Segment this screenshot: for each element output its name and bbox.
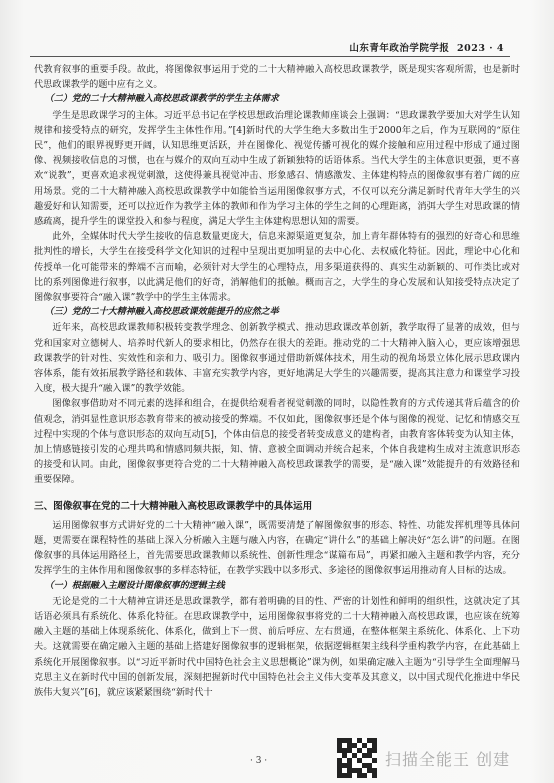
header-rule [30, 56, 510, 57]
paragraph-1: 代教育叙事的重要手段。故此，将图像叙事运用于党的二十大精神融入高校思政课教学，既是现实客观所需，也是新时代思政课教学的题中应有之义。 [34, 64, 520, 91]
qr-code-icon [337, 738, 377, 778]
article-body [34, 62, 520, 700]
issue-number: 2023 · 4 [457, 43, 504, 54]
paragraph-7: 无论是党的二十大精神宣讲还是思政课教学，都有着明确的目的性、严密的计划性和鲜明的组织性，这就决定了其话语必须具有系统化、体系化特征。在思政课教学中，运用图像叙事将党的二十大精神融入高校思政课，也应该在统筹融入主题的基础上体现系统化、体系化，做到上下一贯、前后呼应、左右贯通，在整体框架主系统化、体系化、上下功夫。这就需要在确定融入主题的基础上搭建好图像叙事的逻辑框架，依据逻辑框架主线科学重构教学内容，在此基础上系统化开展图像叙事。以“习近平新时代中国特色社会主义思想概论”课为例，如果确定融入主题为“引导学生全面理解马克思主义在新时代中国的创新发展，深刻把握新时代中国特色社会主义伟大变革及其意义，以中国式现代化推进中华民族伟大复兴”[6]，就应该紧紧围绕“新时代十 [34, 595, 520, 698]
page-number: · 3 · [250, 756, 268, 766]
paragraph-2: 学生是思政课学习的主体。习近平总书记在学校思想政治理论课教师座谈会上强调：“思政课教学要加大对学生认知规律和接受特点的研究，发挥学生主体性作用。”[4]新时代的大学生绝大多数出生于2000年之后，作为互联网的“原住民”，他们的眼界视野更开阔，认知思维更活跃，并在图像化、视觉传播可视化的媒介接触和应用过程中形成了通过图像、视频接收信息的习惯，也在与媒介的双向互动中生成了新颖独特的话语体系。当代大学生的主体意识更强，更不喜欢“说教”，更喜欢追求视觉刺激，这使得兼具视觉冲击、形象感召、情感激发、主体建构特点的图像叙事有着广阔的应用场景。党的二十大精神融入高校思政课教学中如能恰当运用图像叙事方式，不仅可以充分满足新时代青年大学生的兴趣爱好和认知需要，还可以拉近作为教学主体的教师和作为学习主体的学生之间的心理距离，消弭大学生对思政课的情感疏离，提升学生的课堂投入和参与程度，满足大学生主体建构思想认知的需要。 [34, 109, 520, 228]
subsection-heading-3: （三）党的二十大精神融入高校思政课效能提升的应然之举 [44, 307, 279, 318]
running-header [349, 40, 504, 54]
journal-name: 山东青年政治学院学报 [349, 43, 450, 54]
subsection-heading-2: （二）党的二十大精神融入高校思政课教学的学生主体需求 [44, 94, 279, 105]
watermark-text: 扫描全能王 创建 [385, 749, 511, 769]
subsection-heading-1b: （一）根据融入主题设计图像叙事的逻辑主线 [44, 580, 225, 591]
section-heading-3: 三、图像叙事在党的二十大精神融入高校思政课教学中的具体运用 [34, 500, 313, 512]
paragraph-6: 运用图像叙事方式讲好党的二十大精神“融入课”，既需要清楚了解图像叙事的形态、特性、功能发挥机理等具体问题，更需要在课程特性的基础上深入分析融入主题与融入内容，在确定“讲什么”的基础上解决好“怎么讲”的问题。在图像叙事的具体运用路径上，首先需要思政课教师以系统性、创新性理念“谋篇布局”，再紧扣融入主题和教学内容，充分发挥学生的主体作用和图像叙事的多样态特征，在教学实践中以多形式、多途径的图像叙事运用推动育人目标的达成。 [34, 519, 520, 577]
paragraph-4: 近年来，高校思政课教师积极转变教学理念、创新教学模式、推动思政课改革创新，教学取得了显著的成效，但与党和国家对立德树人、培养时代新人的要求相比，仍然存在很大的差距。推动党的二十大精神入脑入心，更应该增强思政课教学的针对性、实效性和亲和力、吸引力。图像叙事通过借助新媒体技术，用生动的视角场景立体化展示思政课内容体系，能有效拓展教学路径和载体、丰富充实教学内容，更好地满足大学生的兴趣需要，提高其注意力和课堂学习投入度，极大提升“融入课”的教学效能。 [34, 322, 520, 395]
paragraph-3: 此外，全媒体时代大学生接收的信息数量更庞大，信息来源渠道更复杂，加上青年群体特有的强烈的好奇心和思维批判性的增长，大学生在接受科学文化知识的过程中呈现出更加明显的去中心化、去权威化特征。因此，理论中心化和传授单一化可能带来的弊端不言而喻，必须针对大学生的心理特点，用多渠道获得的、真实生动新颖的、可作类比或对比的系列图像进行叙事，以此满足他们的好奇，消解他们的抵触。概而言之，大学生的身心发展和认知接受特点决定了图像叙事要符合“融入课”教学中的学生主体需求。 [34, 231, 520, 304]
scanner-watermark [337, 738, 510, 778]
paragraph-5: 图像叙事借助对不同元素的选择和组合，在提供给观看者视觉刺激的同时，以隐性教育的方式传递其背后蕴含的价值观念，消弭显性意识形态教育带来的被动接受的弊端。不仅如此，图像叙事还是个体与图像的视觉、记忆和情感交互过程中实现的个体与意识形态的双向互动[5]，个体由信息的接受者转变成意义的建构者，由教育客体转变为认知主体，加上情感链接引发的心理共鸣和情感同频共振，知、情、意被全面调动并统合起来，个体自我建构生成对主流意识形态的接受和认同。由此，图像叙事更符合党的二十大精神融入高校思政课教学的需要，是“融入课”效能提升的有效路径和重要保障。 [34, 398, 520, 486]
